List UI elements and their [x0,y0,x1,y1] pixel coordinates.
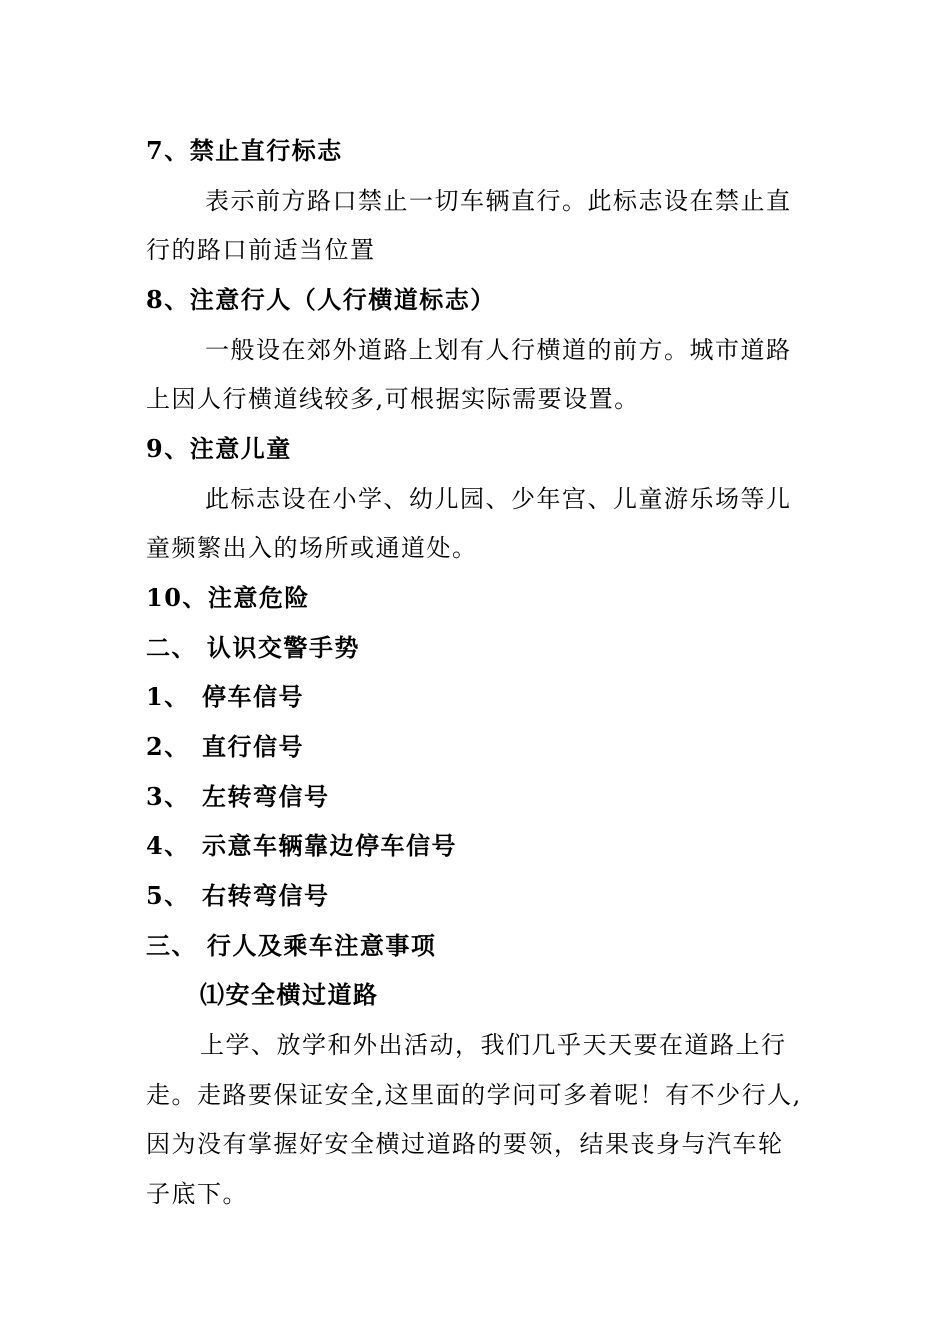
paragraph-7-line-2: 行的路口前适当位置 [146,236,376,264]
subsection-1-heading: ⑴安全横过道路 [200,980,379,1009]
gesture-item [146,831,457,861]
paragraph-9-line-2: 童频繁出入的场所或通道处。 [146,534,478,562]
gesture-item [146,782,330,812]
gesture-item [146,682,304,712]
paragraph-8-line-1: 一般设在郊外道路上划有人行横道的前方。城市道路 [205,336,792,364]
subsection-1-line-3: 因为没有掌握好安全横过道路的要领，结果丧身与汽车轮 [146,1130,784,1158]
subsection-1-line-2: 走。走路要保证安全,这里面的学问可多着呢！有不少行人, [146,1081,802,1109]
heading-7: 7、禁止直行标志 [146,136,343,165]
gesture-number: 4、 [146,831,190,860]
gesture-number: 3、 [146,782,190,811]
gesture-number: 2、 [146,732,190,761]
gesture-label: 直行信号 [202,732,304,761]
part-2-heading: 二、 认识交警手势 [146,633,360,662]
paragraph-9-line-1: 此标志设在小学、幼儿园、少年宫、儿童游乐场等儿 [205,485,792,513]
subsection-1-line-4: 子底下。 [146,1180,248,1208]
gesture-number: 1、 [146,682,190,711]
gesture-label: 左转弯信号 [202,782,330,811]
gesture-item [146,881,330,911]
part-3-heading: 三、 行人及乘车注意事项 [146,931,437,960]
heading-8: 8、注意行人（人行横道标志） [146,285,496,314]
heading-9: 9、注意儿童 [146,434,292,463]
gesture-label: 右转弯信号 [202,881,330,910]
gesture-item [146,732,304,762]
paragraph-8-line-2: 上因人行横道线较多,可根据实际需要设置。 [146,385,640,413]
heading-10: 10、注意危险 [146,583,310,612]
paragraph-7-line-1: 表示前方路口禁止一切车辆直行。此标志设在禁止直 [205,187,792,215]
gesture-label: 停车信号 [202,682,304,711]
gesture-number: 5、 [146,881,190,910]
subsection-1-line-1: 上学、放学和外出活动，我们几乎天天要在道路上行 [200,1031,787,1059]
gesture-label: 示意车辆靠边停车信号 [202,831,457,860]
